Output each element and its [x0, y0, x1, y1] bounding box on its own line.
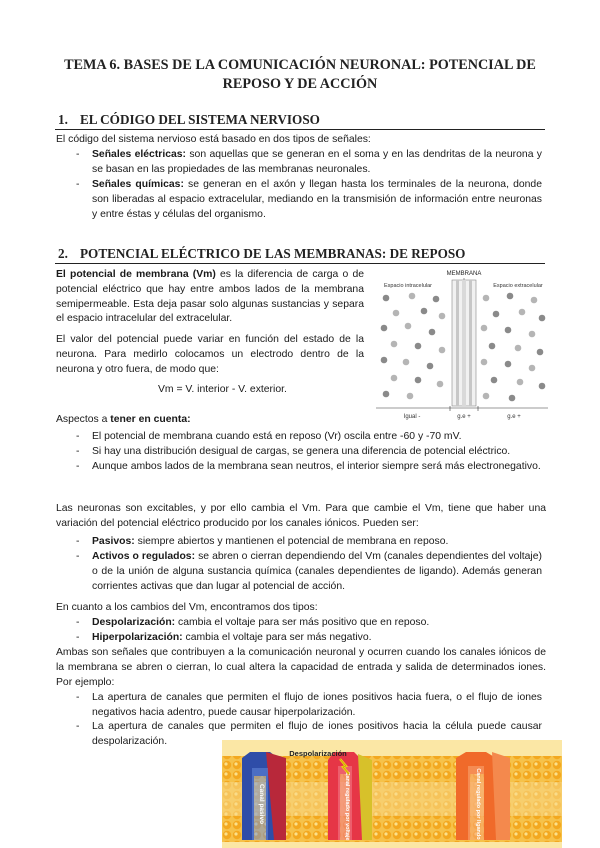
passive-channel: [242, 752, 286, 840]
section-2-heading: [58, 246, 465, 262]
item-text: cambia el voltaje para ser más negativo.: [182, 632, 372, 643]
section-1-intro: El código del sistema nervioso está basado en dos tipos de señales:: [56, 134, 371, 145]
term: Hiperpolarización:: [92, 632, 183, 643]
list-dash: -: [76, 149, 80, 160]
list-dash: -: [76, 692, 80, 703]
membrane-label: MEMBRANA: [446, 271, 482, 277]
list-item-chemical-signals: [92, 178, 542, 222]
membrane-ion-diagram: [372, 266, 550, 424]
item-text: se generan en el axón y llegan hasta los terminales de la neurona, donde son liberadas al espacio extracelular, mediando en la transmisión de información entre neuronas y entre éstas y células del organismo.: [92, 179, 542, 220]
list-dash: -: [76, 431, 80, 442]
term: Señales eléctricas:: [92, 149, 187, 160]
channel2-label: Canal regulado por voltaje: [344, 771, 350, 841]
item-text: son aquellas que se generan en el soma y en las dendritas de la neurona y se basan en las propiedades de las membranas neuronales.: [92, 149, 543, 175]
excitable-paragraph: Las neuronas son excitables, y por ello cambia el Vm. Para que cambie el Vm, tiene que haber una variación del potencial eléctrico producido por los canales iónicos. Pueden ser:: [56, 503, 546, 529]
changes-intro: En cuanto a los cambios del Vm, encontramos dos tipos:: [56, 602, 318, 613]
list-dash: -: [76, 632, 80, 643]
aspects-heading: [56, 413, 546, 428]
section-2-title: POTENCIAL ELÉCTRICO DE LAS MEMBRANAS: DE REPOSO: [80, 246, 466, 261]
list-item-aspect: El potencial de membrana cuando está en reposo (Vr) oscila entre -60 y -70 mV.: [92, 431, 462, 442]
membrane-potential-definition: [56, 268, 364, 327]
list-item-electric-signals: [92, 148, 542, 178]
list-item-active-channels: [92, 550, 542, 594]
channel1-label: Canal pasivo: [258, 783, 265, 825]
depolarization-label: Despolarización: [289, 749, 347, 758]
list-item-example: La apertura de canales que permiten el flujo de iones positivos hacia la célula puede causar despolarización.: [92, 721, 542, 747]
formula: Vm = V. interior - V. exterior.: [158, 384, 287, 395]
page-title: [40, 56, 560, 94]
extracellular-label: Espacio extracelular: [493, 283, 543, 289]
list-item-passive-channels: [92, 535, 542, 550]
term: tener en cuenta:: [110, 414, 191, 425]
ligand-gated-channel: [456, 752, 510, 840]
bottom-right-label: g.e +: [507, 414, 521, 420]
item-text: se abren o cierran dependiendo del Vm (canales dependientes del voltaje) o de la unión de alguna sustancia química (canales dependientes de ligando). Además generan corrientes activas que dan lugar al potencial de acción.: [92, 551, 542, 592]
aspects-prefix: Aspectos a: [56, 414, 111, 425]
list-dash: -: [76, 721, 80, 732]
term: El potencial de membrana (Vm): [56, 269, 216, 280]
list-dash: -: [76, 179, 80, 190]
list-item-depolarization: [92, 616, 542, 631]
bottom-left-label: Igual -: [403, 414, 421, 420]
term: Señales químicas:: [92, 179, 184, 190]
title-line-2: REPOSO Y DE ACCIÓN: [222, 76, 378, 92]
title-line-1: TEMA 6. BASES DE LA COMUNICACIÓN NEURONAL: POTENCIAL DE: [64, 57, 536, 73]
paragraph-text: es la diferencia de carga o de potencial eléctrico que hay entre ambos lados de la membrana semipermeable. Esta deja pasar solo algunas sustancias y separa el espacio intracelular del extracelular.: [56, 269, 364, 325]
list-dash: -: [76, 617, 80, 628]
item-text: cambia el voltaje para ser más positivo que en reposo.: [175, 617, 430, 628]
list-item-aspect: Aunque ambos lados de la membrana sean neutros, el interior siempre será más electronegativo.: [92, 461, 541, 472]
intracellular-ions: [381, 293, 446, 400]
ion-channels-illustration: [222, 740, 562, 848]
intracellular-label: Espacio intracelular: [384, 283, 432, 289]
membrane-bilayer: [452, 280, 476, 406]
term: Despolarización:: [92, 617, 176, 628]
list-item-hyperpolarization: [92, 631, 542, 646]
list-dash: -: [76, 536, 80, 547]
signals-paragraph: Ambas son señales que contribuyen a la comunicación neuronal y ocurren cuando los canales iónicos de la membrana se abren o cierran, lo cual altera la capacidad de entrada y salida de determinados iones. Por ejemplo:: [56, 647, 546, 688]
bottom-mid-label: g.e +: [457, 414, 471, 420]
list-dash: -: [76, 446, 80, 457]
list-dash: -: [76, 461, 80, 472]
term: Pasivos:: [92, 536, 135, 547]
extracellular-ions: [481, 293, 546, 402]
section-1-rule: [55, 129, 545, 130]
section-1-title: EL CÓDIGO DEL SISTEMA NERVIOSO: [80, 112, 320, 127]
term: Activos o regulados:: [92, 551, 196, 562]
channel3-label: Canal regulado por ligando: [475, 768, 481, 840]
measurement-paragraph: El valor del potencial puede variar en función del estado de la neurona. Para medirlo colocamos un electrodo dentro de la neurona y otro fuera, de modo que:: [56, 334, 364, 375]
section-1-heading: [58, 112, 320, 128]
list-item-example: La apertura de canales que permiten el flujo de iones positivos hacia fuera, o el flujo de iones negativos hacia adentro, puede causar hiperpolarización.: [92, 692, 542, 718]
section-2-number: 2.: [58, 246, 68, 261]
list-dash: -: [76, 551, 80, 562]
section-1-number: 1.: [58, 112, 68, 127]
section-2-rule: [55, 263, 545, 264]
voltage-gated-channel: [328, 752, 372, 841]
item-text: siempre abiertos y mantienen el potencial de membrana en reposo.: [134, 536, 449, 547]
list-item-aspect: Si hay una distribución desigual de cargas, se genera una diferencia de potencial eléctrico.: [92, 446, 511, 457]
